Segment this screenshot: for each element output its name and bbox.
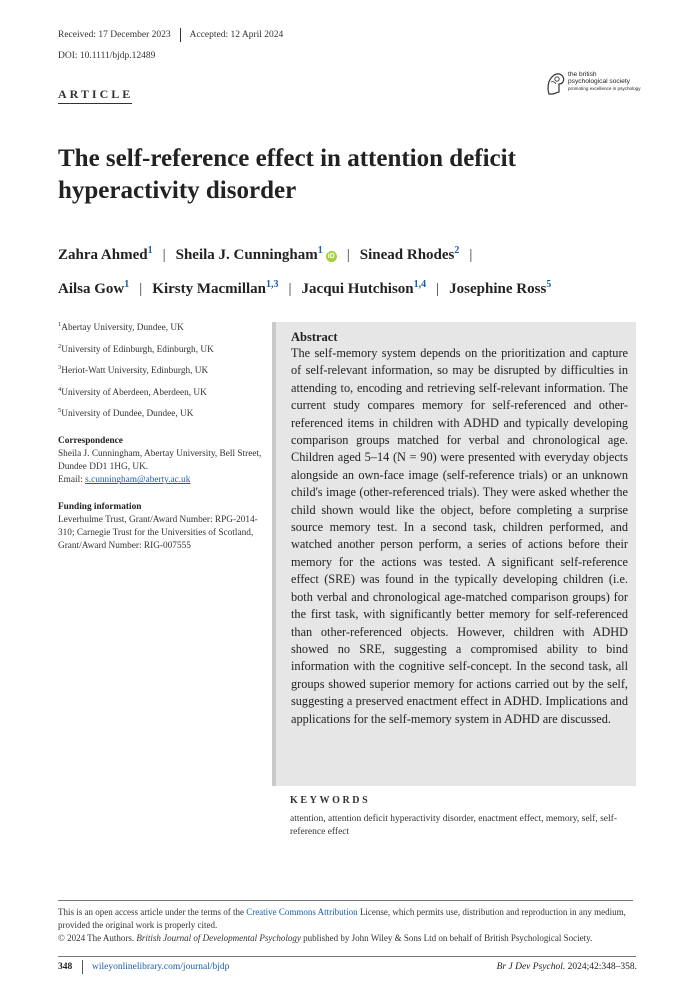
affiliation	[58, 404, 263, 421]
affiliation	[58, 340, 263, 357]
correspondence-text: Sheila J. Cunningham, Abertay University, Bell Street, Dundee DD1 1HG, UK.	[58, 449, 262, 473]
author-affiliation-ref[interactable]: 1	[124, 279, 130, 290]
author-separator: |	[162, 247, 166, 263]
creative-commons-link[interactable]: Creative Commons Attribution	[246, 907, 358, 917]
license-text: This is an open access article under the terms of the	[58, 907, 247, 917]
affiliation	[58, 318, 263, 335]
email-label: Email:	[58, 475, 86, 486]
affiliation	[58, 383, 263, 400]
affiliation-text: Abertay University, Dundee, UK	[61, 323, 184, 334]
author-name[interactable]: Jacqui Hutchison	[301, 281, 414, 297]
footnote-rule	[58, 900, 633, 901]
correspondence-heading: Correspondence	[58, 436, 123, 447]
bps-logo	[545, 66, 645, 106]
date-separator	[180, 28, 181, 42]
doi[interactable]: DOI: 10.1111/bjdp.12489	[58, 51, 156, 61]
author-affiliation-ref[interactable]: 1	[317, 245, 323, 256]
accepted-date: Accepted: 12 April 2024	[189, 30, 284, 41]
author-affiliation-ref[interactable]: 1,3	[266, 279, 279, 290]
article-info-column	[58, 318, 263, 553]
copyright-text-cont: published by John Wiley & Sons Ltd on behalf of British Psychological Society.	[300, 933, 593, 943]
citation	[497, 962, 637, 972]
funding-heading: Funding information	[58, 502, 142, 513]
author-affiliation-ref[interactable]: 1	[147, 245, 153, 256]
citation-journal: Br J Dev Psychol.	[496, 962, 566, 972]
affiliation-text: University of Dundee, Dundee, UK	[61, 409, 194, 420]
journal-site-link[interactable]: wileyonlinelibrary.com/journal/bjdp	[92, 962, 230, 972]
author-separator: |	[288, 281, 292, 297]
bps-logo-line2: psychological society	[568, 78, 630, 86]
bps-logo-icon	[545, 68, 567, 98]
affiliation-text: University of Edinburgh, Edinburgh, UK	[61, 344, 214, 355]
abstract-box	[272, 322, 636, 786]
received-date: Received: 17 December 2023	[58, 30, 171, 41]
affiliation-number: 2	[58, 342, 62, 350]
affiliation-text: University of Aberdeen, Aberdeen, UK	[61, 387, 207, 398]
page-number: 348	[58, 962, 73, 972]
affiliation-number: 1	[58, 321, 62, 328]
author-list	[58, 236, 648, 304]
copyright-text: © 2024 The Authors.	[58, 933, 137, 943]
abstract-text: The self-memory system depends on the prioritization and capture of self-relevant information, so may be disrupted by difficulties in attending to, encoding and retrieving self-relevant information. The current study compares memory for self-referenced and other-referenced items in children with ADHD and typically developing comparison groups matched for verbal and chronological age. Children aged 5–14 (N = 90) were presented with everyday objects alongside an own-face image (self-reference trials) or an unknown child's image (other-referenced trials). They were asked whether the child shown would like the object, before completing a surprise source memory test. In a second task, children performed, and watched another person perform, a series of actions before their memory for the actions was tested. A significant self-reference effect (SRE) was found in the typically developing children (i.e. both verbal and chronological age-matched comparison groups) for the first task, with significantly better memory for self-referenced than other-referenced objects. However, children with ADHD showed no SRE, suggesting a compromised ability to bind information with the cognitive self-concept. In the second task, all groups showed superior memory for actions carried out by the self, suggesting a preserved enactment effect in ADHD. Implications and applications for the self-memory system in ADHD are discussed.	[291, 346, 628, 726]
citation-details: 2024;42:348–358.	[565, 962, 637, 972]
affiliation	[58, 361, 263, 378]
affiliation-text: Heriot-Watt University, Edinburgh, UK	[61, 366, 209, 377]
paper-title: The self-reference effect in attention deficit hyperactivity disorder	[58, 145, 516, 204]
author-name[interactable]: Kirsty Macmillan	[152, 281, 267, 297]
author-separator: |	[436, 281, 440, 297]
article-label-rule	[58, 103, 132, 104]
orcid-icon[interactable]: iD	[327, 253, 335, 260]
license-text-cont: License, which permits use, distribution and reproduction in any medium, provided the original work is properly cited.	[58, 907, 626, 930]
keywords-list: attention, attention deficit hyperactivity disorder, enactment effect, memory, self, self-reference effect	[290, 814, 617, 837]
affiliation-number: 5	[58, 407, 62, 415]
license-footnote	[58, 906, 638, 945]
correspondence-email-line	[58, 474, 263, 487]
author-separator: |	[346, 247, 350, 263]
abstract-heading: Abstract	[291, 330, 338, 344]
funding-text: Leverhulme Trust, Grant/Award Number: RPG-2014-310; Carnegie Trust for the Universities of Scotland, Grant/Award Number: RIG-007555	[58, 515, 258, 552]
article-dates	[58, 28, 283, 42]
author-name[interactable]: Zahra Ahmed	[58, 247, 148, 263]
author-affiliation-ref[interactable]: 2	[454, 245, 460, 256]
footer-rule	[58, 956, 636, 957]
author-name[interactable]: Ailsa Gow	[58, 281, 125, 297]
bps-logo-line1: the british	[568, 71, 597, 78]
author-name[interactable]: Sinead Rhodes	[359, 247, 455, 263]
author-separator: |	[469, 247, 473, 263]
author-affiliation-ref[interactable]: 1,4	[413, 279, 427, 290]
author-separator: |	[139, 281, 143, 297]
journal-name: British Journal of Developmental Psychology	[136, 933, 301, 943]
footer-separator	[82, 960, 83, 974]
correspondence-email-link[interactable]: s.cunningham@aberty.ac.uk	[85, 475, 191, 486]
author-name[interactable]: Sheila J. Cunningham	[175, 247, 318, 263]
affiliation-number: 3	[58, 364, 62, 372]
affiliation-number: 4	[58, 385, 62, 393]
author-name[interactable]: Josephine Ross	[449, 281, 547, 297]
article-type-label: ARTICLE	[58, 87, 134, 101]
keywords-heading: KEYWORDS	[290, 795, 371, 806]
author-affiliation-ref[interactable]: 5	[546, 279, 552, 290]
bps-logo-tagline: promoting excellence in psychology	[568, 86, 641, 92]
